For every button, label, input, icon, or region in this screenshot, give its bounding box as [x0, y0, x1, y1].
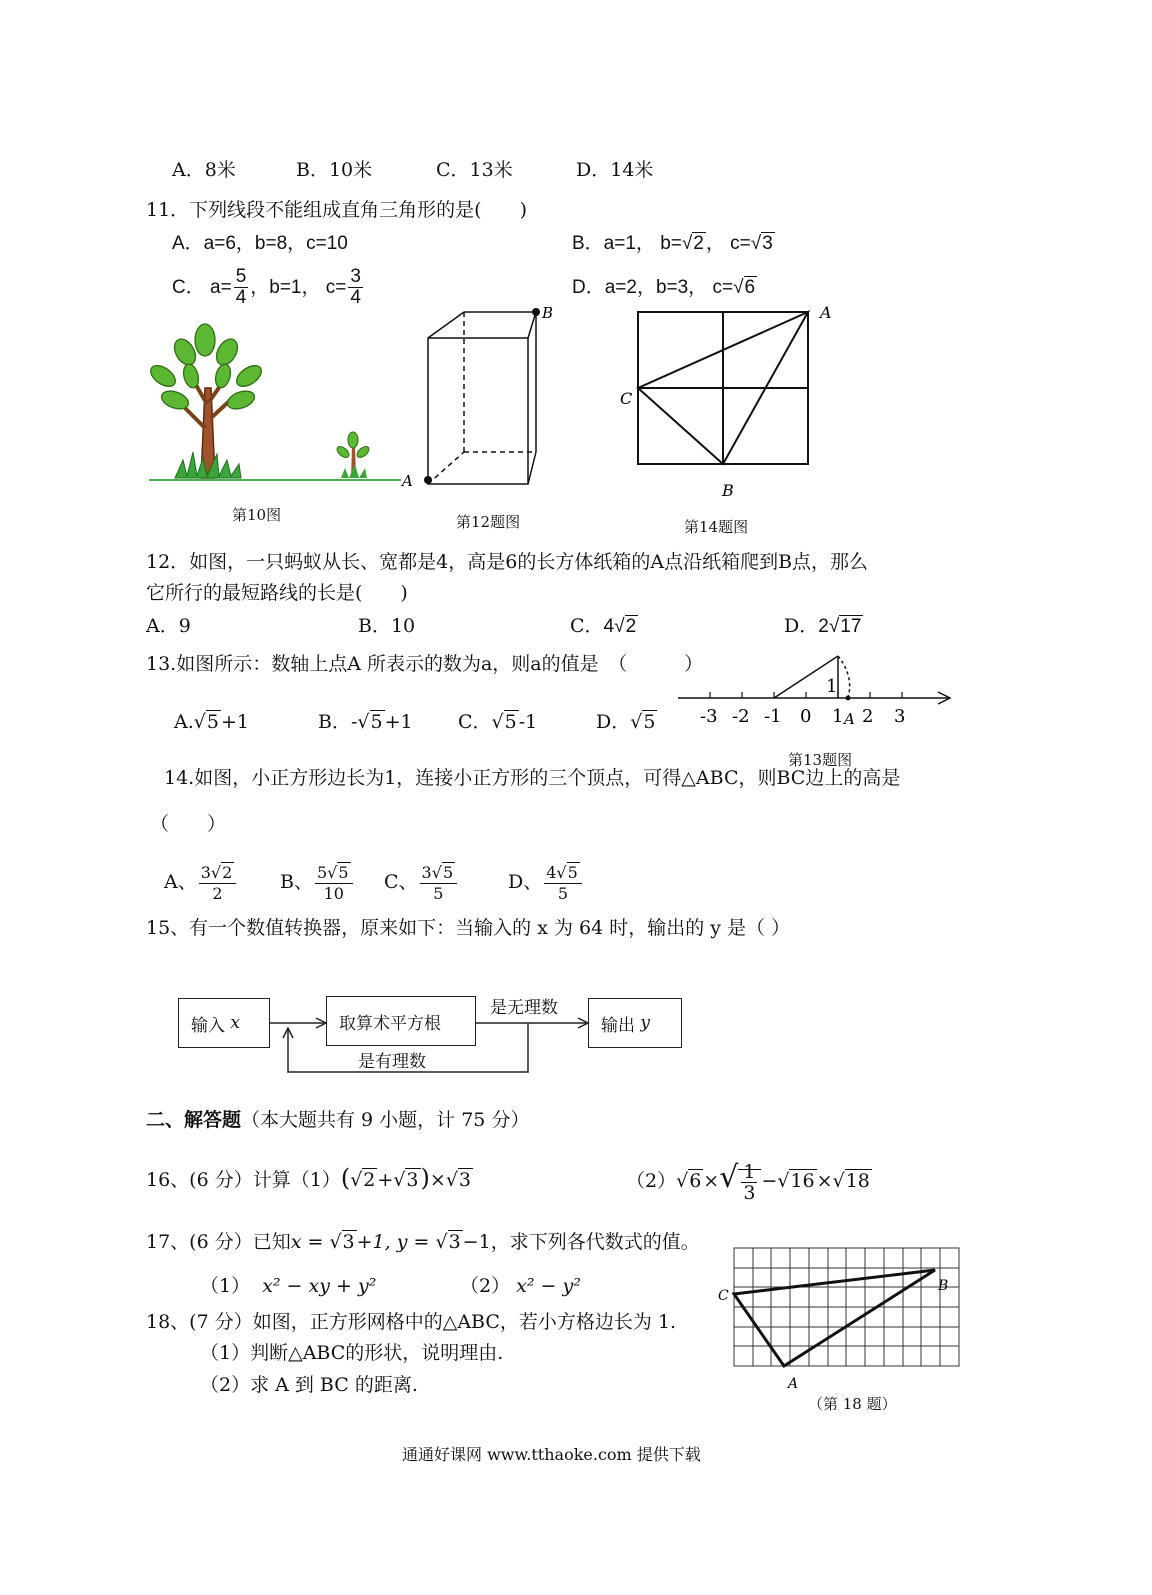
figure-13-tick-0: 0 — [800, 706, 812, 727]
figure-12-caption: 第12题图 — [456, 513, 521, 531]
q11-option-c: C． a= $\frac{5}{4}$ ，b=1， c= $\frac{3}{4}$ — [172, 266, 361, 309]
figure-13-number-line — [676, 648, 960, 738]
figure-18-caption: （第 18 题） — [808, 1395, 897, 1413]
q15-stem: 15、有一个数值转换器，原来如下：当输入的 x 为 64 时，输出的 y 是（ ） — [146, 917, 791, 939]
figure-18-label-b: B — [938, 1278, 949, 1294]
flow-label-irrational: 是无理数 — [490, 998, 558, 1017]
figure-13-tick-m2: -2 — [732, 706, 750, 727]
figure-13-tick-m1: -1 — [764, 706, 782, 727]
figure-12-label-a: A — [402, 472, 413, 490]
figure-14-label-b: B — [722, 481, 734, 500]
q13-option-b: B．-√5 +1 — [318, 711, 413, 733]
q12-option-c: C．4√2 — [570, 615, 637, 637]
flow-process-box: 取算术平方根 — [326, 996, 476, 1046]
flow-output-box: 输出 y — [588, 998, 682, 1048]
q14-paren: （ ） — [150, 813, 227, 835]
section-2-heading: 二、解答题（本大题共有 9 小题，计 75 分） — [146, 1109, 530, 1131]
q11-option-b: B．a=1， b=√2 ， c=√3 — [572, 233, 773, 254]
q13-option-c: C．√5 -1 — [458, 711, 538, 733]
figure-12-box — [400, 304, 570, 494]
q17-part1: （1） x² − xy + y² — [200, 1275, 377, 1297]
q14-option-a: A、 $\frac{3√2}{2}$ — [164, 858, 238, 906]
q14-option-c: C、 $\frac{3√5}{5}$ — [384, 858, 459, 906]
q10-option-d: D．14米 — [576, 159, 654, 181]
page-footer: 通通好课网 www.tthaoke.com 提供下载 — [402, 1445, 701, 1464]
q14-option-d: D、 $\frac{4√5}{5}$ — [508, 858, 584, 906]
q14-stem: 14.如图，小正方形边长为1，连接小正方形的三个顶点，可得△ABC，则BC边上的高是 — [164, 767, 901, 789]
figure-13-caption: 第13题图 — [788, 751, 853, 769]
figure-14-grid — [618, 300, 848, 500]
figure-14-label-a: A — [820, 303, 832, 322]
q13-stem: 13.如图所示：数轴上点A 所表示的数为a，则a的值是 （ ） — [146, 653, 704, 675]
q16-part1: 16、(6 分）计算（1）(√2 +√3)×√3 — [146, 1164, 472, 1192]
q14-option-b: B、 $\frac{5√5}{10}$ — [280, 858, 355, 906]
q12-stem-line2: 它所行的最短路线的长是( ) — [146, 582, 408, 604]
figure-13-tick-3: 3 — [894, 706, 906, 727]
figure-13-tick-2: 2 — [862, 706, 874, 727]
figure-14-label-c: C — [620, 389, 633, 408]
figure-14-caption: 第14题图 — [684, 518, 749, 536]
figure-13-tick-m3: -3 — [700, 706, 718, 727]
q10-option-a: A．8米 — [172, 159, 236, 181]
flow-label-rational: 是有理数 — [358, 1052, 426, 1071]
q12-option-b: B．10 — [358, 615, 416, 637]
q13-option-a: A.√5 +1 — [174, 711, 249, 733]
figure-18-grid — [718, 1240, 972, 1400]
q18-stem: 18、(7 分）如图，正方形网格中的△ABC，若小方格边长为 1. — [146, 1311, 677, 1333]
q10-option-b: B．10米 — [296, 159, 373, 181]
q13-option-d: D．√5 — [596, 711, 656, 733]
figure-13-label-one: 1 — [826, 676, 838, 697]
figure-12-label-b: B — [542, 304, 554, 322]
figure-13-tick-1: 1 — [832, 706, 844, 727]
q12-option-d: D．2√17 — [784, 615, 862, 637]
q17-stem: 17、(6 分）已知x = √3 +1, y = √3 −1，求下列各代数式的值。 — [146, 1231, 700, 1253]
q18-part2: （2）求 A 到 BC 的距离. — [200, 1374, 418, 1396]
q11-option-a: A．a=6，b=8，c=10 — [172, 233, 348, 254]
q17-part2: （2） x² − y² — [460, 1275, 581, 1297]
figure-10-tree — [145, 318, 405, 488]
flow-input-box: 输入 x — [178, 998, 270, 1048]
figure-13-label-a: A — [844, 710, 855, 728]
figure-18-label-a: A — [788, 1376, 799, 1392]
q16-part2: （2）√6 ×√ $\frac{1}{3}$ −√16 ×√18 — [626, 1160, 870, 1204]
q11-stem: 11．下列线段不能组成直角三角形的是( ) — [146, 199, 528, 221]
q10-option-c: C．13米 — [436, 159, 513, 181]
q18-part1: （1）判断△ABC的形状，说明理由. — [200, 1342, 504, 1364]
q12-option-a: A．9 — [146, 615, 191, 637]
q11-option-d: D．a=2，b=3， c=√6 — [572, 277, 756, 298]
figure-10-caption: 第10图 — [232, 506, 282, 524]
figure-18-label-c: C — [718, 1288, 729, 1304]
q12-stem-line1: 12．如图，一只蚂蚁从长、宽都是4，高是6的长方体纸箱的A点沿纸箱爬到B点，那么 — [146, 551, 869, 573]
